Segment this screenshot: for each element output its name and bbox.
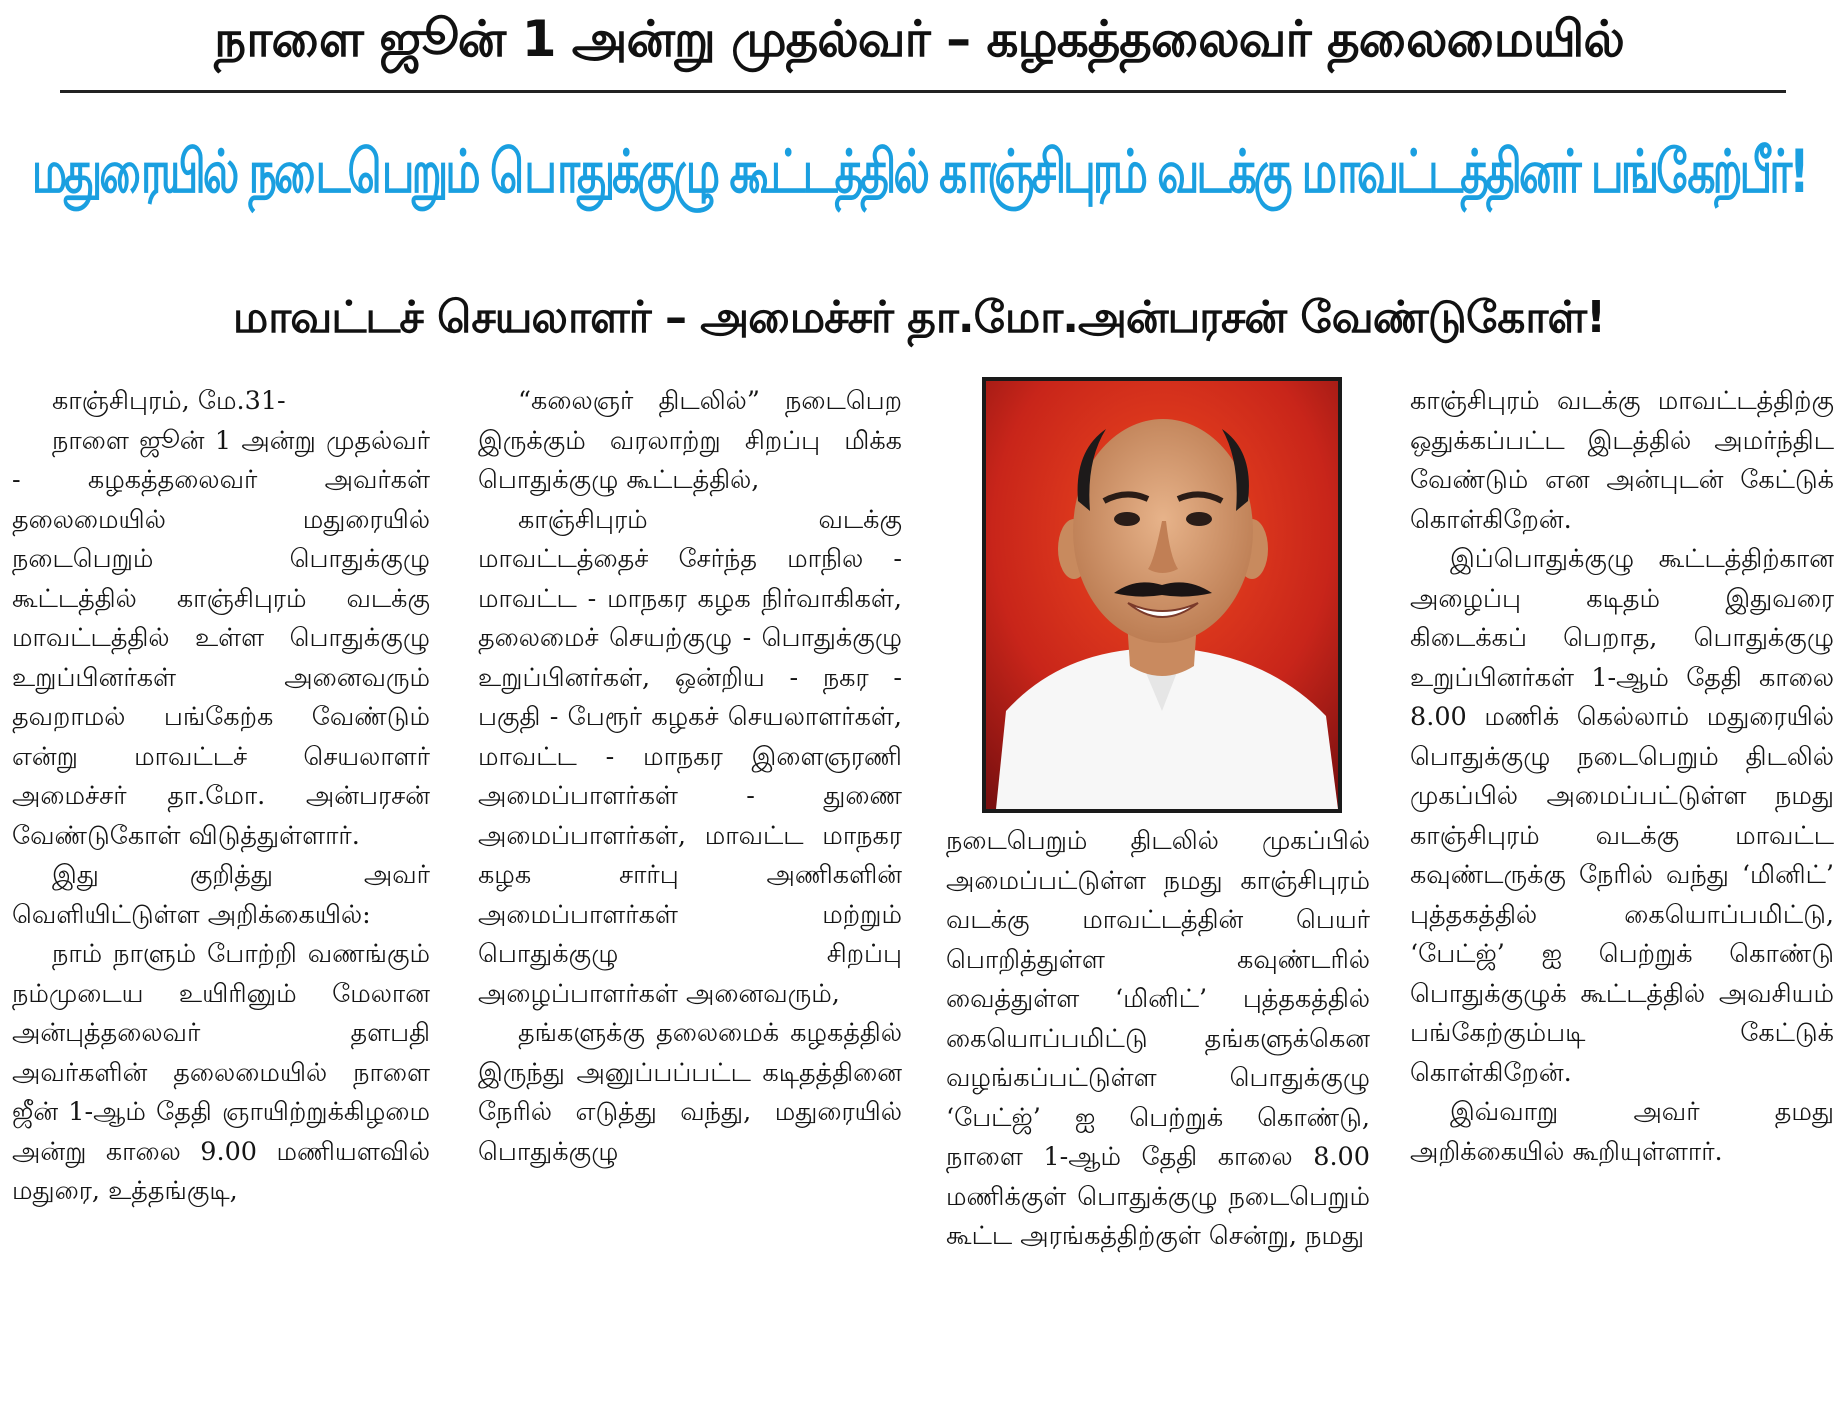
dateline: காஞ்சிபுரம், மே.31-: [52, 386, 286, 416]
paragraph: நாம் நாளும் போற்றி வணங்கும் நம்முடைய உயிரினும் மேலான அன்புத்தலைவர் தளபதி அவர்களின் தலைமையில் நாளை ஜீன் 1-ஆம் தேதி ஞாயிற்றுக்கிழமை அன்று காலை 9.00 மணியளவில் மதுரை, உத்தங்குடி,: [12, 939, 430, 1206]
paragraph: காஞ்சிபுரம் வடக்கு மாவட்டத்தைச் சேர்ந்த மாநில - மாவட்ட - மாநகர கழக நிர்வாகிகள், தலைமைச் செயற்குழு - பொதுக்குழு உறுப்பினர்கள், ஒன்றிய - நகர - பகுதி - பேரூர் கழகச் செயலாளர்கள், மாவட்ட - மாநகர இளைஞரணி அமைப்பாளர்கள் - துணை அமைப்பாளர்கள், மாவட்ட மாநகர கழக சார்பு அணிகளின் அமைப்பாளர்கள் மற்றும் பொதுக்குழு சிறப்பு அழைப்பாளர்கள் அனைவரும்,: [478, 504, 902, 1009]
article-column-4: [1410, 382, 1834, 1172]
paragraph: இது குறித்து அவர் வெளியிட்டுள்ள அறிக்கையில்:: [12, 860, 430, 930]
paragraph: நாளை ஜூன் 1 அன்று முதல்வர் - கழகத்தலைவர் அவர்கள் தலைமையில் மதுரையில் நடைபெறும் பொதுக்குழு கூட்டத்தில் காஞ்சிபுரம் வடக்கு மாவட்டத்தில் உள்ள பொதுக்குழு உறுப்பினர்கள் அனைவரும் தவறாமல் பங்கேற்க வேண்டும் என்று மாவட்டச் செயலாளர் அமைச்சர் தா.மோ. அன்பரசன் வேண்டுகோள் விடுத்துள்ளார்.: [12, 425, 430, 851]
article-column-2: [478, 382, 902, 1172]
portrait-illustration: [986, 381, 1338, 809]
article-column-3: [946, 822, 1370, 1257]
paragraph: இப்பொதுக்குழு கூட்டத்திற்கான அழைப்பு கடிதம் இதுவரை கிடைக்கப் பெறாத, பொதுக்குழு உறுப்பினர்கள் 1-ஆம் தேதி காலை 8.00 மணிக் கெல்லாம் மதுரையில் பொதுக்குழு நடைபெறும் திடலில் முகப்பில் அமைப்பட்டுள்ள நமது காஞ்சிபுரம் வடக்கு மாவட்ட கவுண்டருக்கு நேரில் வந்து ‘மினிட்’ புத்தகத்தில் கையொப்பமிட்டு, ‘பேட்ஜ்’ ஐ பெற்றுக் கொண்டு பொதுக்குழுக் கூட்டத்தில் அவசியம் பங்கேற்கும்படி கேட்டுக் கொள்கிறேன்.: [1410, 544, 1834, 1088]
headline-main: மதுரையில் நடைபெறும் பொதுக்குழு கூட்டத்தில் காஞ்சிபுரம் வடக்கு மாவட்டத்தினர் பங்கேற்பீர்!: [31, 137, 1807, 207]
paragraph: நடைபெறும் திடலில் முகப்பில் அமைப்பட்டுள்ள நமது காஞ்சிபுரம் வடக்கு மாவட்டத்தின் பெயர் பொறித்துள்ள கவுண்டரில் வைத்துள்ள ‘மினிட்’ புத்தகத்தில் கையொப்பமிட்டு தங்களுக்கென வழங்கப்பட்டுள்ள பொதுக்குழு ‘பேட்ஜ்’ ஐ பெற்றுக் கொண்டு, நாளை 1-ஆம் தேதி காலை 8.00 மணிக்குள் பொதுக்குழு நடைபெறும் கூட்ட அரங்கத்திற்குள் சென்று, நமது: [946, 826, 1370, 1251]
paragraph: “கலைஞர் திடலில்” நடைபெற இருக்கும் வரலாற்று சிறப்பு மிக்க பொதுக்குழு கூட்டத்தில்,: [478, 386, 902, 495]
article-column-1: [12, 382, 430, 1212]
portrait-photo: [982, 377, 1342, 813]
paragraph: காஞ்சிபுரம் வடக்கு மாவட்டத்திற்கு ஒதுக்கப்பட்ட இடத்தில் அமர்ந்திட வேண்டும் என அன்புடன் கேட்டுக் கொள்கிறேன்.: [1410, 386, 1834, 535]
paragraph: தங்களுக்கு தலைமைக் கழகத்தில் இருந்து அனுப்பப்பட்ட கடிதத்தினை நேரில் எடுத்து வந்து, மதுரையில் பொதுக்குழு: [478, 1018, 902, 1167]
headline-top: நாளை ஜூன் 1 அன்று முதல்வர் – கழகத்தலைவர் தலைமையில்: [214, 10, 1624, 68]
paragraph: இவ்வாறு அவர் தமது அறிக்கையில் கூறியுள்ளார்.: [1410, 1097, 1834, 1167]
headline-divider: [60, 90, 1786, 93]
headline-sub: மாவட்டச் செயலாளர் – அமைச்சர் தா.மோ.அன்பரசன் வேண்டுகோள்!: [232, 292, 1606, 343]
